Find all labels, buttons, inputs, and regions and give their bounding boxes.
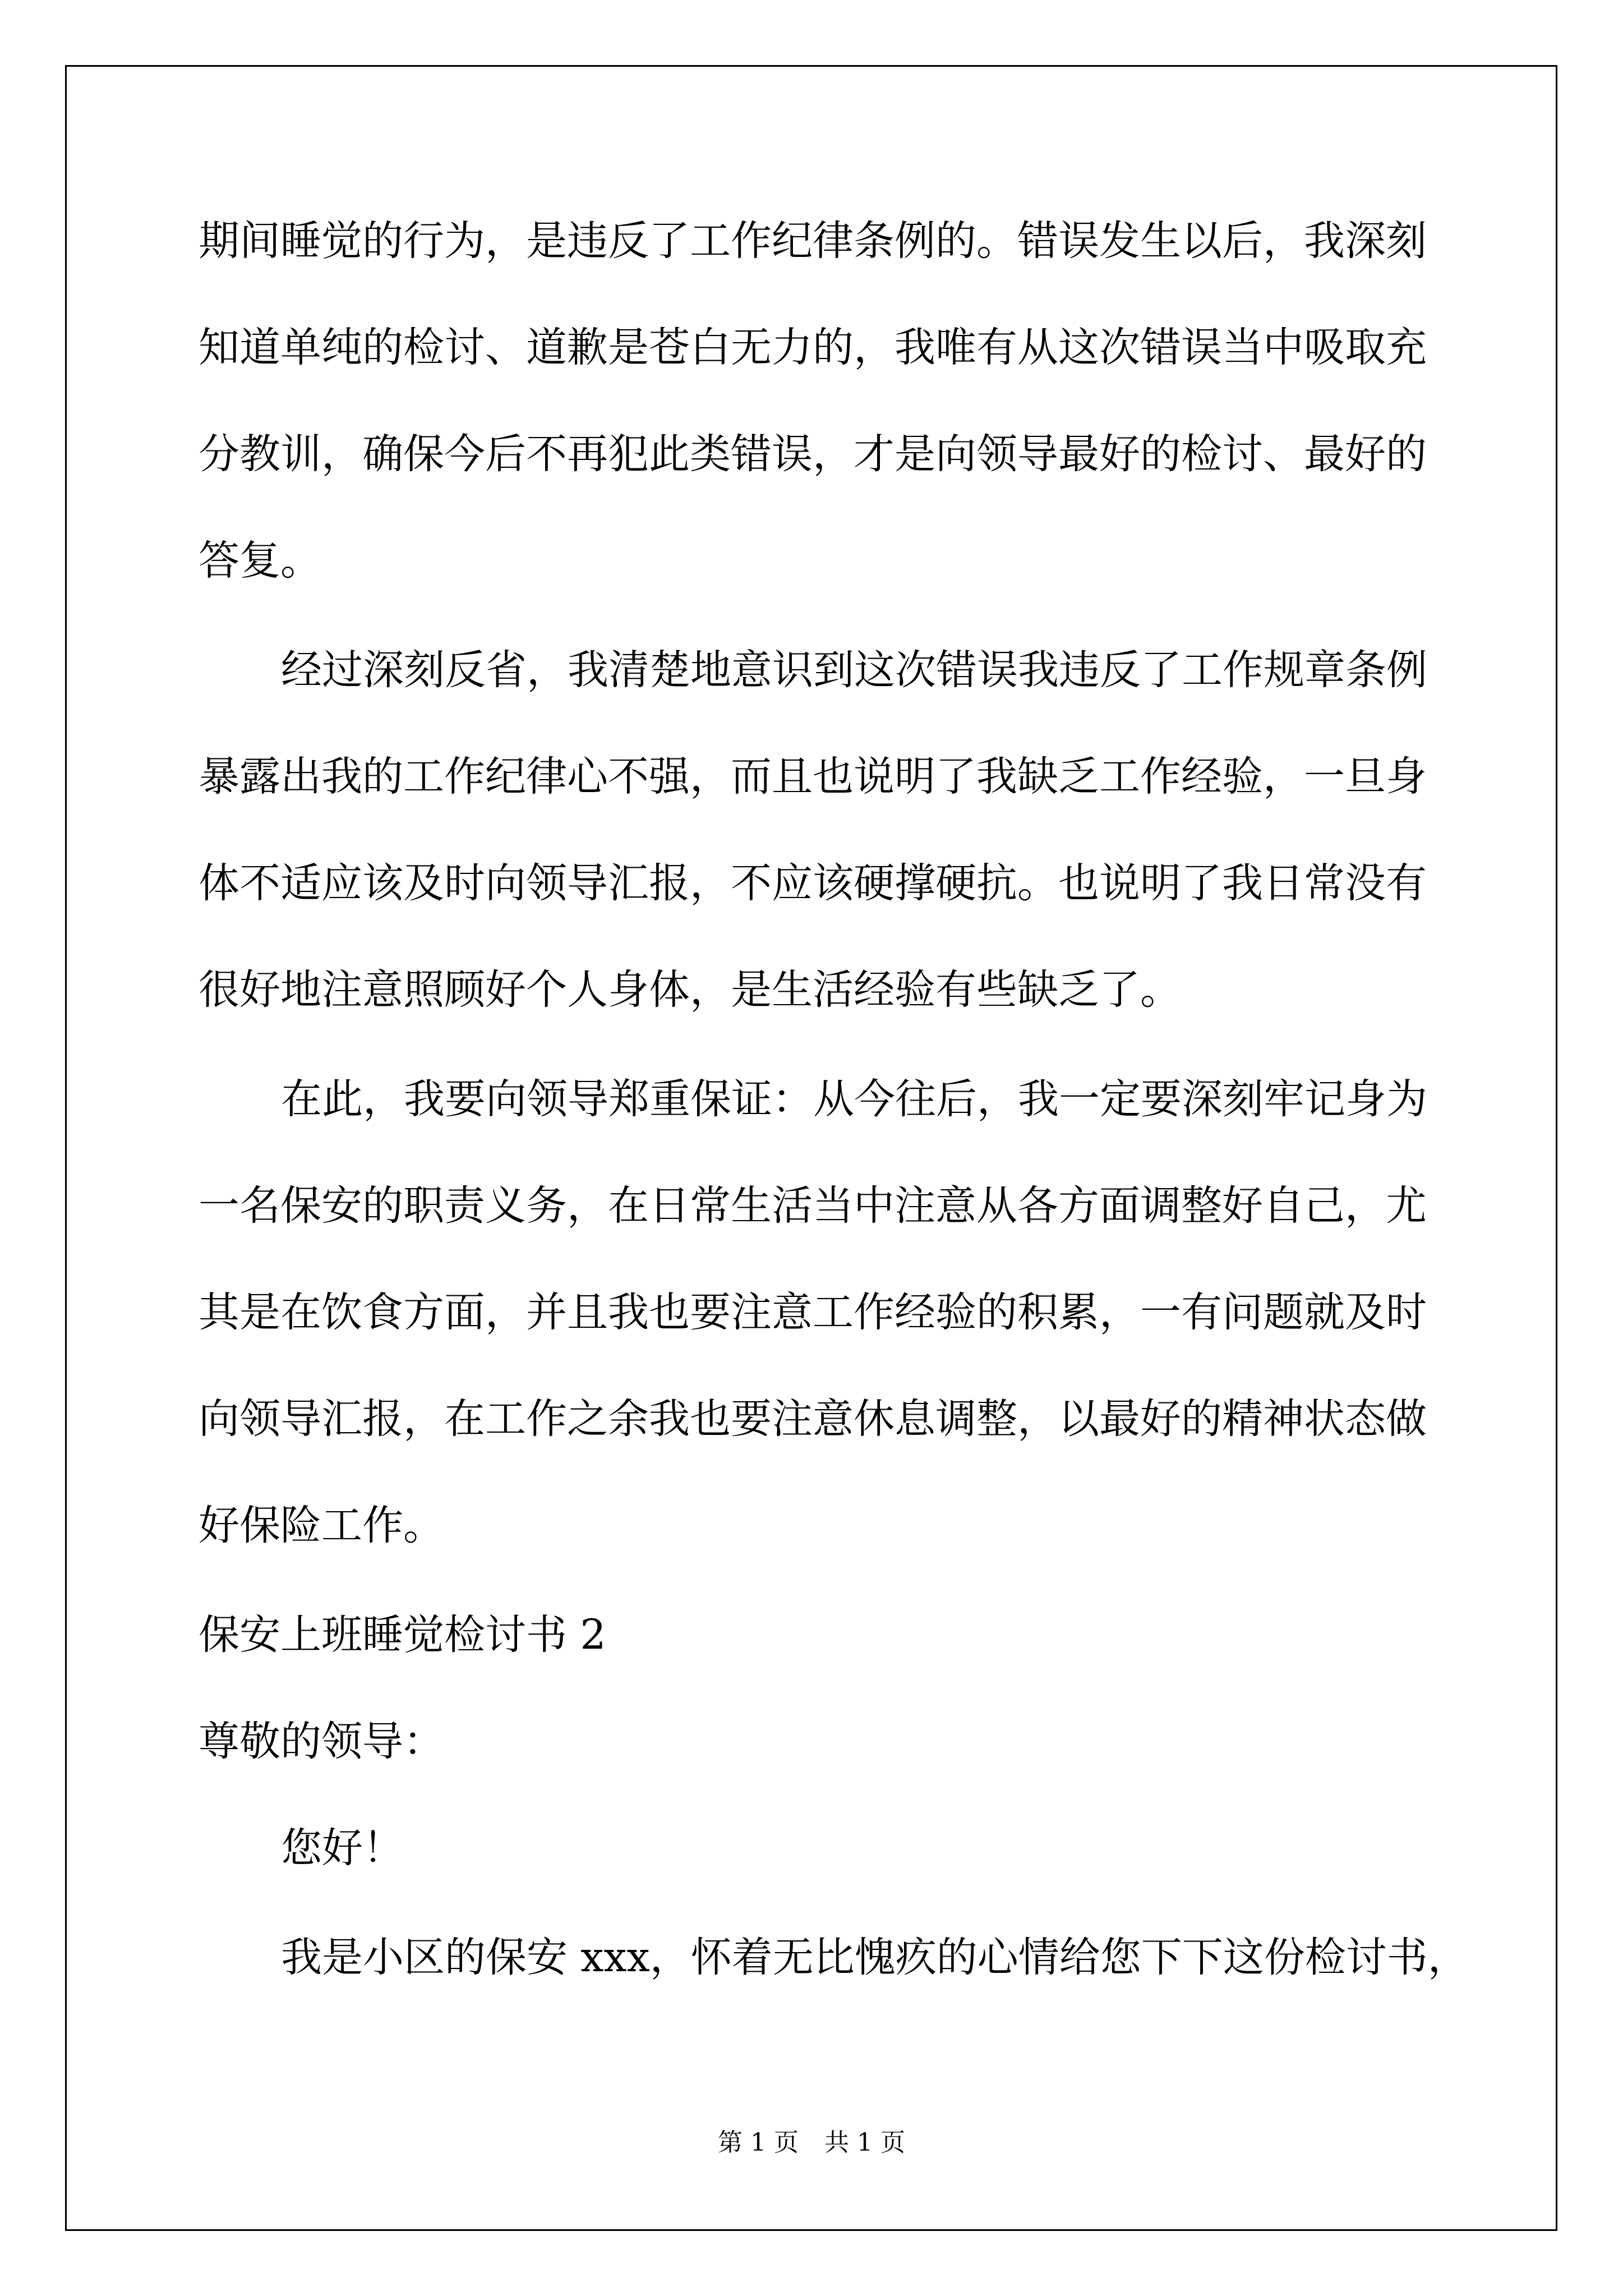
page-border <box>65 65 1557 2231</box>
paragraph-line: 答复。 <box>199 537 321 585</box>
greeting: 您好！ <box>281 1824 404 1872</box>
page-total: 共 1 页 <box>824 2128 905 2157</box>
paragraph-line: 好保险工作。 <box>199 1502 444 1549</box>
paragraph-line: 知道单纯的检讨、道歉是苍白无力的，我唯有从这次错误当中吸取充 <box>199 324 1427 371</box>
paragraph-line: 期间睡觉的行为，是违反了工作纪律条例的。错误发生以后，我深刻 <box>199 217 1427 265</box>
paragraph-line: 很好地注意照顾好个人身体，是生活经验有些缺乏了。 <box>199 966 1181 1014</box>
paragraph-line: 在此，我要向领导郑重保证：从今往后，我一定要深刻牢记身为 <box>281 1075 1427 1123</box>
paragraph-line: 经过深刻反省，我清楚地意识到这次错误我违反了工作规章条例 <box>281 646 1427 694</box>
paragraph-line: 一名保安的职责义务，在日常生活当中注意从各方面调整好自己，尤 <box>199 1182 1427 1230</box>
paragraph-line: 分教训，确保今后不再犯此类错误，才是向领导最好的检讨、最好的 <box>199 430 1427 478</box>
paragraph-line: 向领导汇报，在工作之余我也要注意休息调整，以最好的精神状态做 <box>199 1395 1427 1443</box>
paragraph-line: 我是小区的保安 xxx，怀着无比愧疚的心情给您下下这份检讨书， <box>281 1934 1469 1981</box>
paragraph-line: 体不适应该及时向领导汇报，不应该硬撑硬抗。也说明了我日常没有 <box>199 859 1427 907</box>
page-footer <box>0 2126 1623 2160</box>
salutation: 尊敬的领导： <box>199 1718 444 1765</box>
paragraph-line: 暴露出我的工作纪律心不强，而且也说明了我缺乏工作经验，一旦身 <box>199 753 1427 800</box>
page-number: 第 1 页 <box>718 2128 799 2157</box>
paragraph-line: 其是在饮食方面，并且我也要注意工作经验的积累，一有问题就及时 <box>199 1289 1427 1336</box>
section-title: 保安上班睡觉检讨书 2 <box>199 1611 606 1659</box>
